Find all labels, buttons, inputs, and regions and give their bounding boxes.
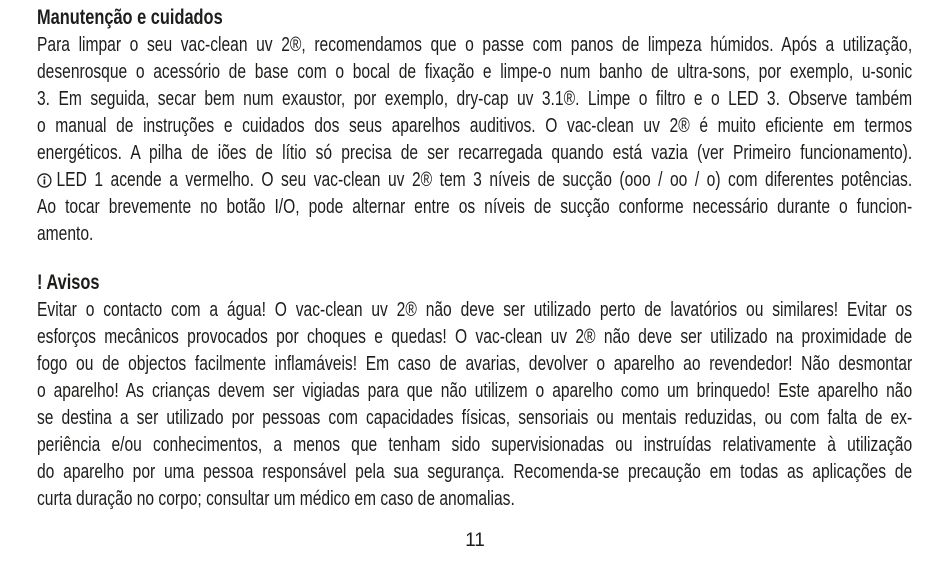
paragraph-line: amento.: [37, 223, 94, 245]
paragraph-line: Evitar o contacto com a água! O vac-clean uv 2® não deve ser utilizado perto de lavatórios ou similares! Evitar os: [37, 299, 913, 321]
paragraph-line: o aparelho! As crianças devem ser vigiadas para que não utilizem o aparelho como um brinquedo! Este aparelho não: [37, 380, 913, 402]
warnings-section: [37, 269, 912, 513]
maintenance-section: [37, 4, 912, 248]
paragraph-line: Ao tocar brevemente no botão I/O, pode alternar entre os níveis de sucção conforme necessário durante o funcion-: [37, 196, 913, 218]
paragraph-line: curta duração no corpo; consultar um médico em caso de anomalias.: [37, 488, 515, 510]
info-note-text: LED 1 acende a vermelho. O seu vac-clean uv 2® tem 3 níveis de sucção (ooo / oo / o) com diferentes potências.: [56, 169, 913, 191]
paragraph-line: desenrosque o acessório de base com o bocal de fixação e limpe-o num banho de ultra-sons, por exemplo, u-sonic: [37, 61, 913, 83]
paragraph-line: se destina a ser utilizado por pessoas com capacidades físicas, sensoriais ou mentais reduzidas, ou com falta de ex-: [37, 407, 913, 429]
page-number: 11: [465, 530, 485, 551]
info-icon: [37, 173, 52, 188]
paragraph-line: o manual de instruções e cuidados dos seus aparelhos auditivos. O vac-clean uv 2® é muito eficiente em termos: [37, 115, 913, 137]
paragraph-line: periência e/ou conhecimentos, a menos que tenham sido supervisionadas ou instruídas relativamente à utilização: [37, 434, 913, 456]
paragraph-line: fogo ou de objectos facilmente inflamáveis! Em caso de avarias, devolver o aparelho ao revendedor! Não desmontar: [37, 353, 913, 375]
paragraph-line: 3. Em seguida, secar bem num exaustor, por exemplo, dry-cap uv 3.1®. Limpe o filtro e o LED 3. Observe também: [37, 88, 913, 110]
paragraph-line: esforços mecânicos provocados por choques e quedas! O vac-clean uv 2® não deve ser utilizado na proximidade de: [37, 326, 913, 348]
warnings-heading: ! Avisos: [37, 271, 100, 294]
paragraph-line: energéticos. A pilha de iões de lítio só precisa de ser recarregada quando está vazia (ver Primeiro funcionamento).: [37, 142, 913, 164]
paragraph-line: Para limpar o seu vac-clean uv 2®, recomendamos que o passe com panos de limpeza húmidos. Após a utilização,: [37, 34, 913, 56]
paragraph-line: do aparelho por uma pessoa responsável pela sua segurança. Recomenda-se precaução em todas as aplicações de: [37, 461, 913, 483]
info-note-line: [37, 167, 912, 194]
maintenance-heading: Manutenção e cuidados: [37, 6, 223, 29]
